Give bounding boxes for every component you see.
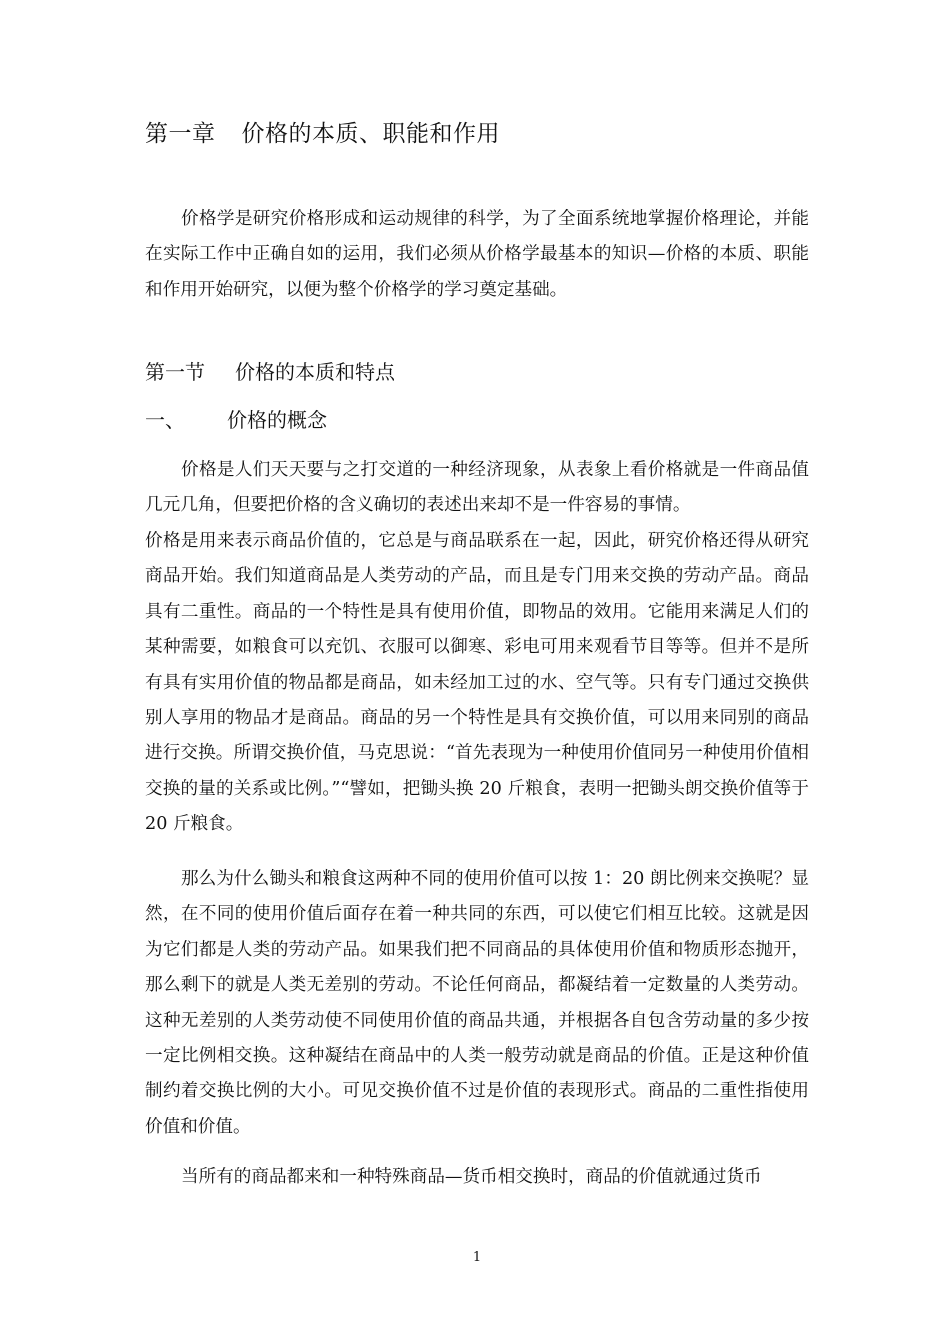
section-heading: 价格的本质和特点: [235, 360, 395, 384]
chapter-number: 第一章: [145, 121, 216, 147]
body-paragraph-3: 那么为什么锄头和粮食这两种不同的使用价值可以按 1：20 朗比例来交换呢？显然，在不同的使用价值后面存在着一种共同的东西，可以使它们相互比较。这就是因为它们都是人类的劳动产品。如果我们把不同商品的具体使用价值和物质形态抛开，那么剩下的就是人类无差别的劳动。不论任何商品，都凝结着一定数量的人类劳动。这种无差别的人类劳动使不同使用价值的商品共通，并根据各自包含劳动量的多少按一定比例相交换。这种凝结在商品中的人类一般劳动就是商品的价值。正是这种价值制约着交换比例的大小。可见交换价值不过是价值的表现形式。商品的二重性指使用价值和价值。: [145, 869, 809, 1137]
section-title: [145, 356, 395, 388]
chapter-heading: 价格的本质、职能和作用: [241, 121, 500, 147]
subsection-number: 一、: [145, 408, 185, 432]
chapter-title: [145, 118, 500, 150]
subsection-heading: 价格的概念: [227, 408, 327, 432]
body-paragraph-4: 当所有的商品都来和一种特殊商品—货币相交换时，商品的价值就通过货币: [181, 1167, 762, 1187]
body-paragraph-2: 价格是用来表示商品价值的，它总是与商品联系在一起，因此，研究价格还得从研究商品开始。我们知道商品是人类劳动的产品，而且是专门用来交换的劳动产品。商品具有二重性。商品的一个特性是具有使用价值，即物品的效用。它能用来满足人们的某种需要，如粮食可以充饥、衣服可以御寒、彩电可用来观看节目等等。但并不是所有具有实用价值的物品都是商品，如未经加工过的水、空气等。只有专门通过交换供别人享用的物品才是商品。商品的另一个特性是具有交换价值，可以用来同别的商品进行交换。所谓交换价值，马克思说：“首先表现为一种使用价值同另一种使用价值相交换的量的关系或比例。”“譬如，把锄头换 20 斤粮食，表明一把锄头朗交换价值等于 20 斤粮食。: [145, 531, 809, 835]
page-number: 1: [472, 1250, 482, 1265]
intro-paragraph: 价格学是研究价格形成和运动规律的科学，为了全面系统地掌握价格理论，并能在实际工作中正确自如的运用，我们必须从价格学最基本的知识—价格的本质、职能和作用开始研究，以便为整个价格学的学习奠定基础。: [145, 209, 809, 300]
subsection-title: [145, 404, 327, 436]
section-number: 第一节: [145, 360, 205, 384]
body-paragraph-1: 价格是人们天天要与之打交道的一种经济现象，从表象上看价格就是一件商品值几元几角，但要把价格的含义确切的表述出来却不是一件容易的事情。: [145, 460, 809, 516]
